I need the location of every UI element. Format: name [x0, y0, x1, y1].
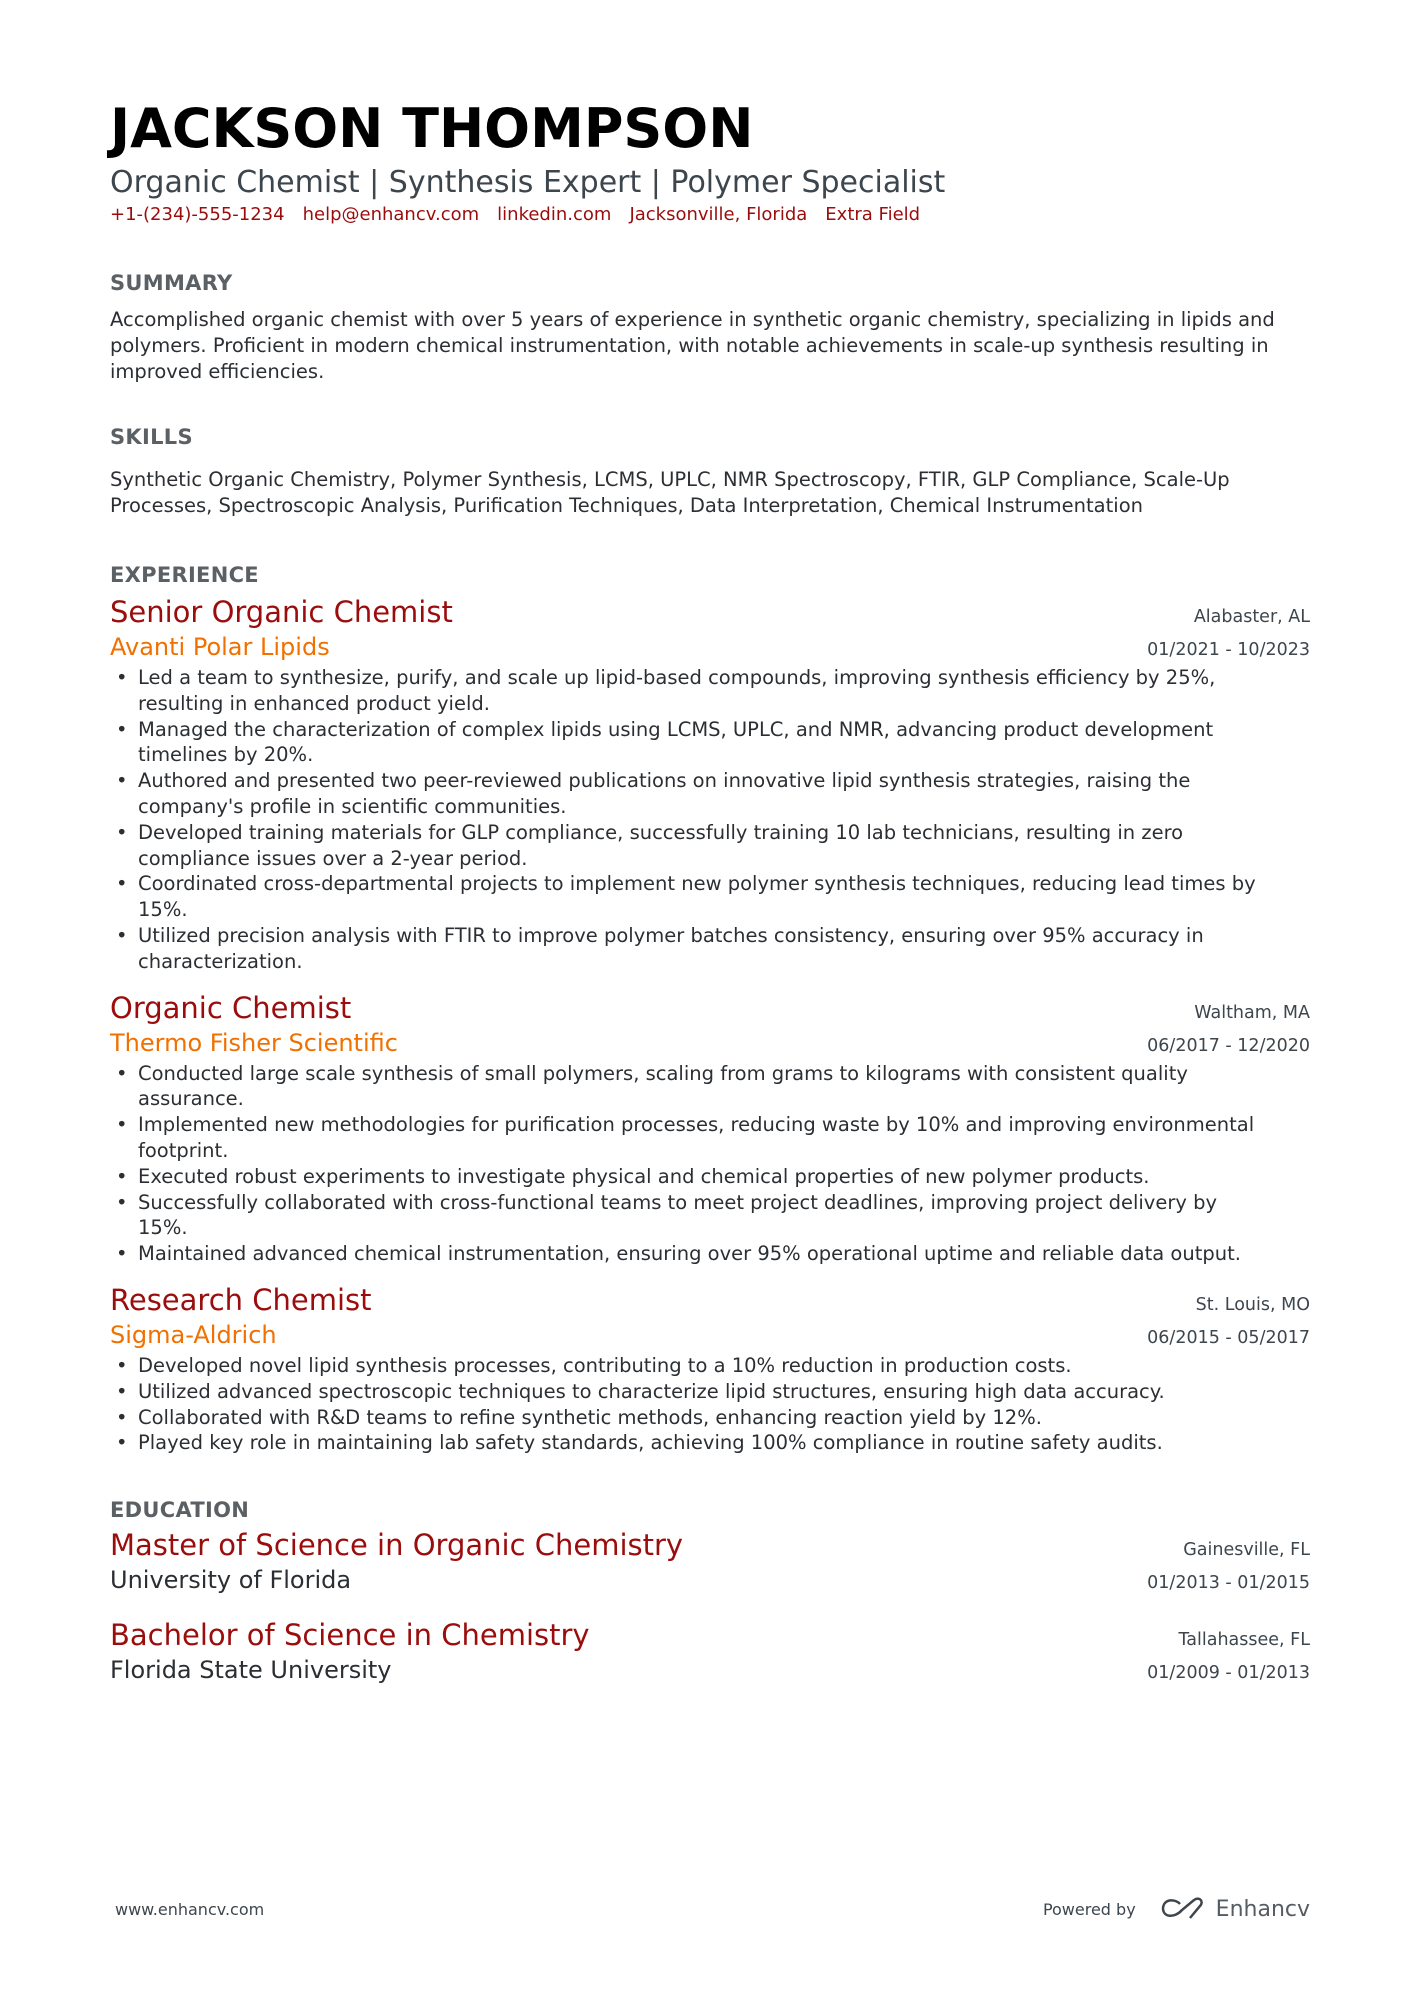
job-dates: 06/2015 - 05/2017 — [1147, 1327, 1310, 1348]
job-entry — [110, 593, 1310, 975]
job-bullets — [110, 1353, 1310, 1456]
job-dates: 06/2017 - 12/2020 — [1147, 1035, 1310, 1056]
summary-heading: SUMMARY — [110, 271, 233, 295]
contact-phone[interactable]: +1-(234)-555-1234 — [110, 204, 285, 225]
job-entry — [110, 989, 1310, 1267]
experience-list — [110, 593, 1310, 1456]
education-heading: EDUCATION — [110, 1498, 250, 1523]
degree: Master of Science in Organic Chemistry — [110, 1528, 684, 1563]
job-bullet: • Utilized precision analysis with FTIR to improve polymer batches consistency, ensuring over 95% accuracy in characterization. — [110, 923, 1310, 975]
job-bullet: • Maintained advanced chemical instrumentation, ensuring over 95% operational uptime and reliable data output. — [110, 1241, 1310, 1267]
contact-linkedin[interactable]: linkedin.com — [497, 204, 612, 225]
job-location: Waltham, MA — [1194, 1002, 1310, 1023]
enhancv-logo[interactable] — [1160, 1896, 1310, 1922]
job-bullet: • Developed novel lipid synthesis processes, contributing to a 10% reduction in production costs. — [110, 1353, 1310, 1379]
school: Florida State University — [110, 1656, 392, 1685]
job-bullet: • Successfully collaborated with cross-functional teams to meet project deadlines, improving project delivery by 15%. — [110, 1190, 1310, 1242]
contact-location: Jacksonville, Florida — [629, 204, 808, 225]
job-dates: 01/2021 - 10/2023 — [1147, 640, 1310, 660]
job-bullet: • Utilized advanced spectroscopic techniques to characterize lipid structures, ensuring high data accuracy. — [110, 1379, 1310, 1405]
skills-heading: SKILLS — [110, 425, 193, 449]
job-location: St. Louis, MO — [1195, 1294, 1310, 1315]
job-bullet: • Conducted large scale synthesis of small polymers, scaling from grams to kilograms with consistent quality assurance. — [110, 1061, 1310, 1113]
job-bullet: • Coordinated cross-departmental projects to implement new polymer synthesis techniques, reducing lead times by 15%. — [110, 871, 1310, 923]
education-list — [110, 1526, 1310, 1686]
resume — [110, 96, 1310, 1686]
experience-heading: EXPERIENCE — [110, 563, 259, 587]
job-company: Sigma-Aldrich — [110, 1320, 277, 1349]
powered-by-label: Powered by — [1042, 1899, 1136, 1919]
degree: Bachelor of Science in Chemistry — [110, 1618, 590, 1653]
education-entry — [110, 1526, 1310, 1596]
job-bullet: • Played key role in maintaining lab safety standards, achieving 100% compliance in routine safety audits. — [110, 1430, 1310, 1456]
footer-website[interactable]: www.enhancv.com — [115, 1899, 265, 1919]
job-bullet: • Managed the characterization of complex lipids using LCMS, UPLC, and NMR, advancing product development timelines by 20%. — [110, 717, 1310, 769]
enhancv-logo-icon — [1160, 1896, 1206, 1922]
job-title: Senior Organic Chemist — [110, 595, 453, 629]
job-bullet: • Executed robust experiments to investigate physical and chemical properties of new polymer products. — [110, 1164, 1310, 1190]
contact-extra: Extra Field — [825, 204, 921, 225]
job-location: Alabaster, AL — [1193, 607, 1310, 627]
candidate-subtitle: Organic Chemist | Synthesis Expert | Polymer Specialist — [110, 165, 946, 200]
job-bullets — [110, 1061, 1310, 1267]
job-bullet: • Authored and presented two peer-reviewed publications on innovative lipid synthesis strategies, raising the company's profile in scientific communities. — [110, 768, 1310, 820]
powered-by — [1043, 1896, 1310, 1922]
education-entry — [110, 1616, 1310, 1686]
job-bullet: • Collaborated with R&D teams to refine synthetic methods, enhancing reaction yield by 12%. — [110, 1405, 1310, 1431]
school: University of Florida — [110, 1566, 352, 1595]
job-title: Research Chemist — [110, 1282, 372, 1317]
job-company: Avanti Polar Lipids — [110, 633, 330, 661]
job-entry — [110, 1281, 1310, 1456]
summary-text: Accomplished organic chemist with over 5 years of experience in synthetic organic chemistry, specializing in lipids and polymers. Proficient in modern chemical instrumentation, with notable achievements in scale-up synthesis resulting in improved efficiencies. — [110, 308, 1275, 383]
job-bullets — [110, 665, 1310, 975]
job-bullet: • Implemented new methodologies for purification processes, reducing waste by 10% and improving environmental footprint. — [110, 1112, 1310, 1164]
contact-list — [110, 204, 1310, 225]
candidate-name: JACKSON THOMPSON — [110, 97, 754, 160]
education-location: Gainesville, FL — [1183, 1540, 1310, 1561]
education-location: Tallahassee, FL — [1178, 1630, 1310, 1651]
contact-email[interactable]: help@enhancv.com — [302, 204, 480, 225]
education-dates: 01/2013 - 01/2015 — [1147, 1573, 1310, 1594]
skills-text: Synthetic Organic Chemistry, Polymer Synthesis, LCMS, UPLC, NMR Spectroscopy, FTIR, GLP Compliance, Scale-Up Processes, Spectroscopic Analysis, Purification Techniques, Data Interpretation, Chemical Instrumentation — [110, 468, 1230, 517]
job-company: Thermo Fisher Scientific — [110, 1028, 398, 1057]
job-bullet: • Developed training materials for GLP compliance, successfully training 10 lab technicians, resulting in zero compliance issues over a 2-year period. — [110, 820, 1310, 872]
job-title: Organic Chemist — [110, 990, 352, 1025]
job-bullet: • Led a team to synthesize, purify, and scale up lipid-based compounds, improving synthesis efficiency by 25%, resulting in enhanced product yield. — [110, 665, 1310, 717]
education-dates: 01/2009 - 01/2013 — [1147, 1663, 1310, 1684]
footer — [115, 1896, 1310, 1922]
enhancv-logo-text: Enhancv — [1215, 1896, 1310, 1922]
